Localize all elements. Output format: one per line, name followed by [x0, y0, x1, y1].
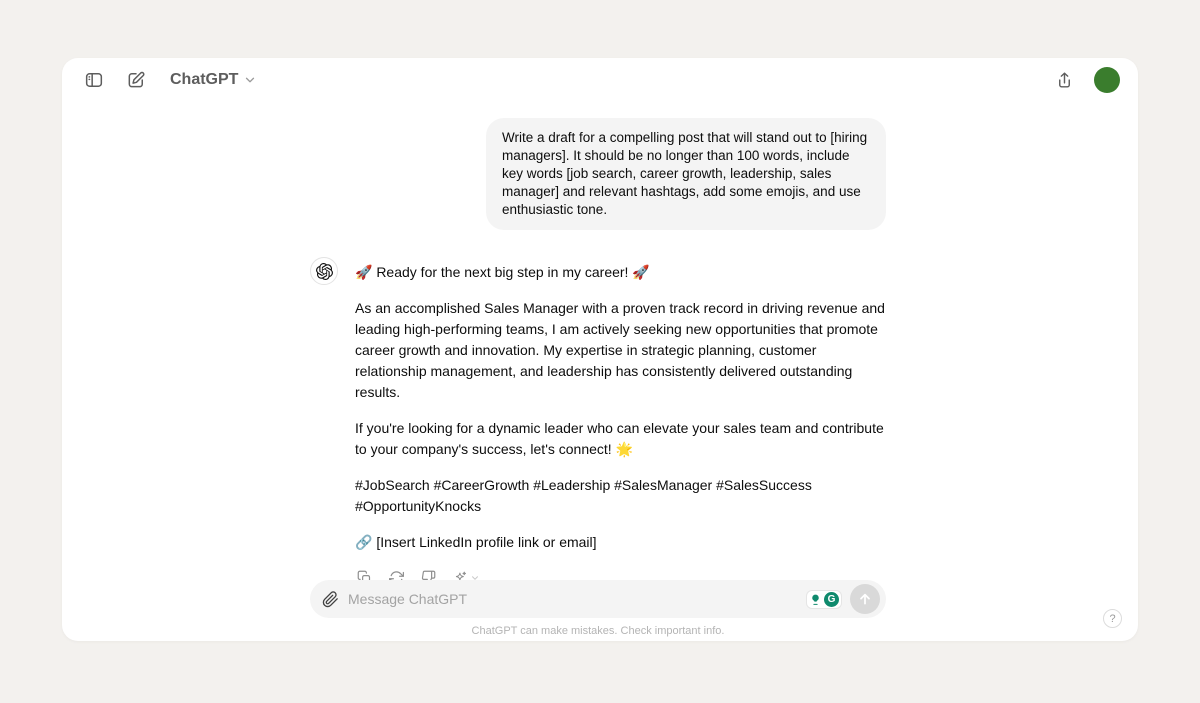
send-button[interactable]	[850, 584, 880, 614]
arrow-up-icon	[857, 591, 873, 607]
share-button[interactable]	[1050, 66, 1078, 94]
grammarly-extension-badge[interactable]	[807, 591, 841, 608]
assistant-intro-line: 🚀 Ready for the next big step in my career! 🚀	[355, 264, 650, 280]
chat-transcript	[310, 118, 886, 587]
user-message-bubble: Write a draft for a compelling post that will stand out to [hiring managers]. It should be no longer than 100 words, include key words [job search, career growth, leadership, sales manager] and relevant hashtags, add some emojis, and use enthusiastic tone.	[486, 118, 886, 230]
assistant-message-row	[310, 257, 886, 587]
new-chat-button[interactable]	[122, 66, 150, 94]
header	[62, 58, 1138, 102]
assistant-message	[355, 257, 886, 587]
grammarly-lightbulb-icon	[809, 593, 822, 606]
assistant-paragraph: If you're looking for a dynamic leader who can elevate your sales team and contribute to your company's success, let's connect! 🌟	[355, 420, 884, 457]
share-icon	[1055, 71, 1074, 90]
chat-window	[62, 58, 1138, 641]
disclaimer-text: ChatGPT can make mistakes. Check important info.	[471, 625, 725, 637]
attach-button[interactable]	[322, 591, 339, 608]
user-message-row	[310, 118, 886, 230]
message-input[interactable]	[348, 591, 807, 607]
sidebar-toggle-button[interactable]	[80, 66, 108, 94]
app-title: ChatGPT	[170, 71, 239, 88]
assistant-paragraph: As an accomplished Sales Manager with a proven track record in driving revenue and leading high-performing teams, I am actively seeking new opportunities that promote career growth and innovation. My expertise in strategic planning, customer relationship management, and leadership has consistently delivered outstanding results.	[355, 300, 885, 400]
openai-logo-icon	[310, 257, 338, 285]
assistant-hashtags: #JobSearch #CareerGrowth #Leadership #SalesManager #SalesSuccess #OpportunityKnocks	[355, 477, 812, 514]
paperclip-icon	[322, 591, 339, 608]
composer	[310, 580, 886, 618]
sidebar-toggle-icon	[84, 70, 104, 90]
grammarly-g-icon: G	[824, 592, 839, 607]
help-button[interactable]: ?	[1103, 609, 1122, 628]
chevron-down-icon	[243, 73, 257, 87]
model-switcher[interactable]	[170, 71, 257, 89]
assistant-contact-line: 🔗 [Insert LinkedIn profile link or email]	[355, 534, 597, 550]
user-avatar[interactable]	[1094, 67, 1120, 93]
compose-icon	[126, 70, 146, 90]
